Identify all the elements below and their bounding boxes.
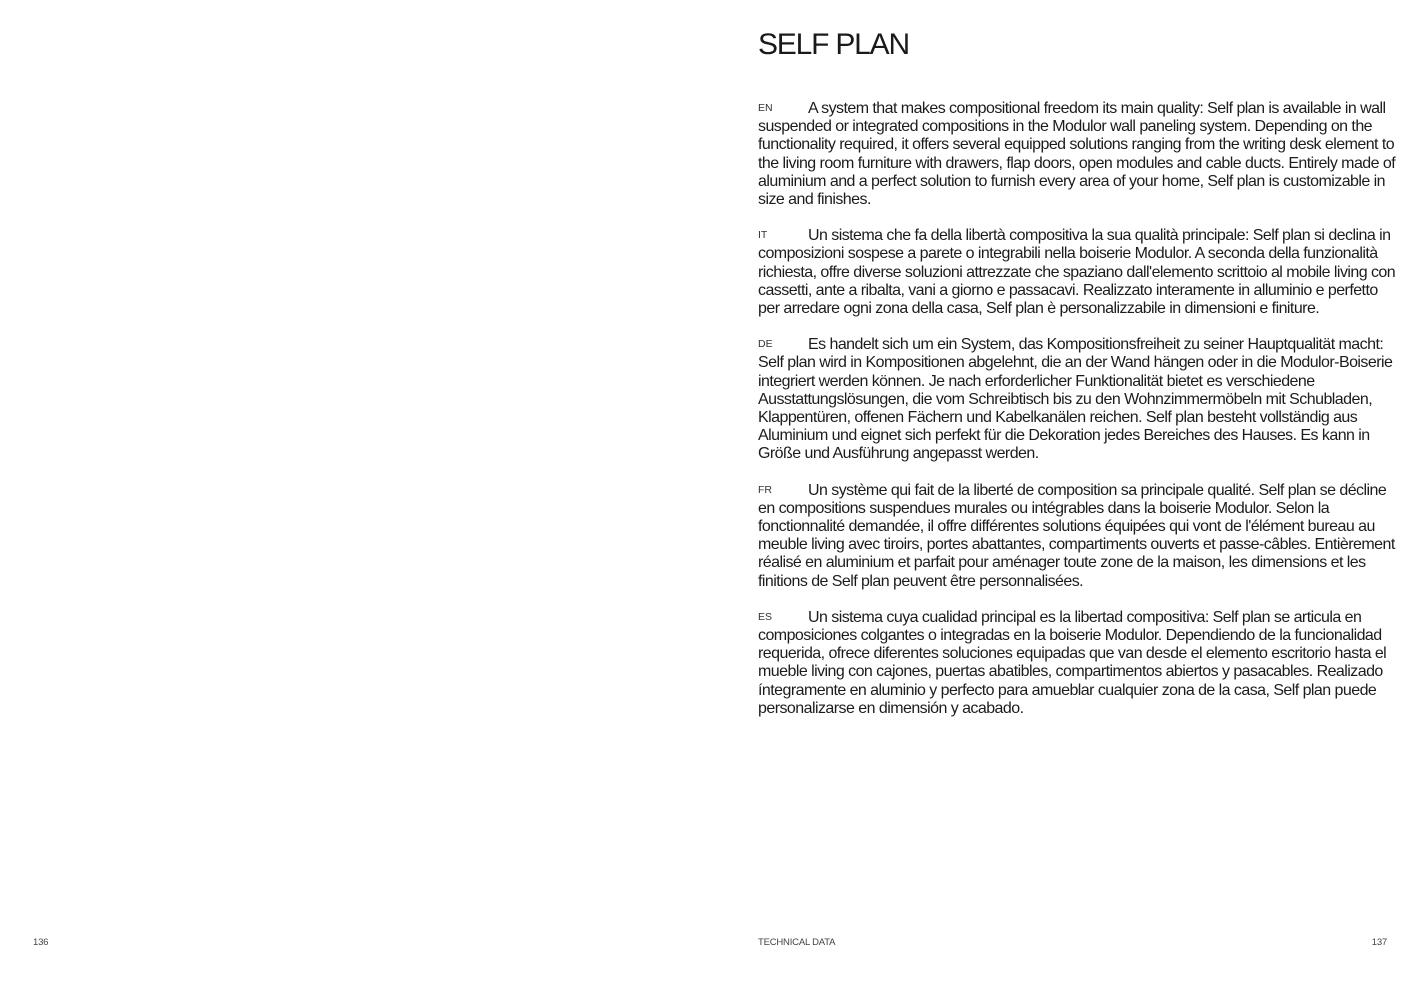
paragraph-it: Un sistema che fa della libertà compositiva la sua qualità principale: Self plan si declina in composizioni sospese a parete o integrabili nella boiserie Modulor. A seconda della funzionalità richiesta, offre diverse soluzioni attrezzate che spaziano dall'elemento scrittoio al mobile living con cassetti, ante a ribalta, vani a giorno e passacavi. Realizzato interamente in alluminio e perfetto per arredare ogni zona della casa, Self plan è personalizzabile in dimensioni e finiture.: [758, 227, 1396, 318]
section-en: [758, 100, 1398, 209]
paragraph-en: A system that makes compositional freedom its main quality: Self plan is available in wall suspended or integrated compositions in the Modulor wall paneling system. Depending on the functionality required, it offers several equipped solutions ranging from the writing desk element to the living room furniture with drawers, flap doors, open modules and cable ducts. Entirely made of aluminium and a perfect solution to furnish every area of your home, Self plan is customizable in size and finishes.: [758, 100, 1396, 209]
language-code-de: DE: [758, 338, 773, 351]
paragraph-de: Es handelt sich um ein System, das Kompositionsfreiheit zu seiner Hauptqualität macht: Self plan wird in Kompositionen abgelehnt, die an der Wand hängen oder in die Modulor-Boiserie integriert werden können. Je nach erforderlicher Funktionalität bietet es verschiedene Ausstattungslösungen, die vom Schreibtisch bis zu den Wohnzimmermöbeln mit Schubladen, Klappentüren, offenen Fächern und Kabelkanälen reichen. Self plan besteht vollständig aus Aluminium und eignet sich perfekt für die Dekoration jedes Bereiches des Hauses. Es kann in Größe und Ausführung angepasst werden.: [758, 336, 1393, 463]
language-code-en: EN: [758, 102, 773, 114]
page-number-left: 136: [33, 937, 49, 948]
language-code-es: ES: [758, 610, 773, 623]
language-code-fr: FR: [758, 483, 772, 496]
section-fr: [758, 482, 1398, 591]
page-number-right: 137: [1371, 937, 1387, 948]
multilingual-description: [758, 100, 1398, 736]
section-es: [758, 609, 1398, 718]
right-page: [710, 0, 1420, 981]
section-it: [758, 227, 1398, 318]
section-de: [758, 336, 1398, 463]
page-title: SELF PLAN: [758, 28, 909, 61]
paragraph-fr: Un système qui fait de la liberté de composition sa principale qualité. Self plan se décline en compositions suspendues murales ou intégrables dans la boiserie Modulor. Selon la fonctionnalité demandée, il offre différentes solutions équipées qui vont de l'élément bureau au meuble living avec tiroirs, portes abattantes, compartiments ouverts et passe-câbles. Entièrement réalisé en aluminium et parfait pour aménager toute zone de la maison, les dimensions et les finitions de Self plan peuvent être personnalisées.: [758, 481, 1395, 590]
running-footer-section: TECHNICAL DATA: [758, 937, 836, 948]
paragraph-es: Un sistema cuya cualidad principal es la libertad compositiva: Self plan se articula en composiciones colgantes o integradas en la boiserie Modulor. Dependiendo de la funcionalidad requerida, ofrece diferentes soluciones equipadas que van desde el elemento escritorio hasta el mueble living con cajones, puertas abatibles, compartimentos abiertos y pasacables. Realizado íntegramente en aluminio y perfecto para amueblar cualquier zona de la casa, Self plan puede personalizarse en dimensión y acabado.: [758, 608, 1387, 717]
language-code-it: IT: [758, 229, 768, 242]
